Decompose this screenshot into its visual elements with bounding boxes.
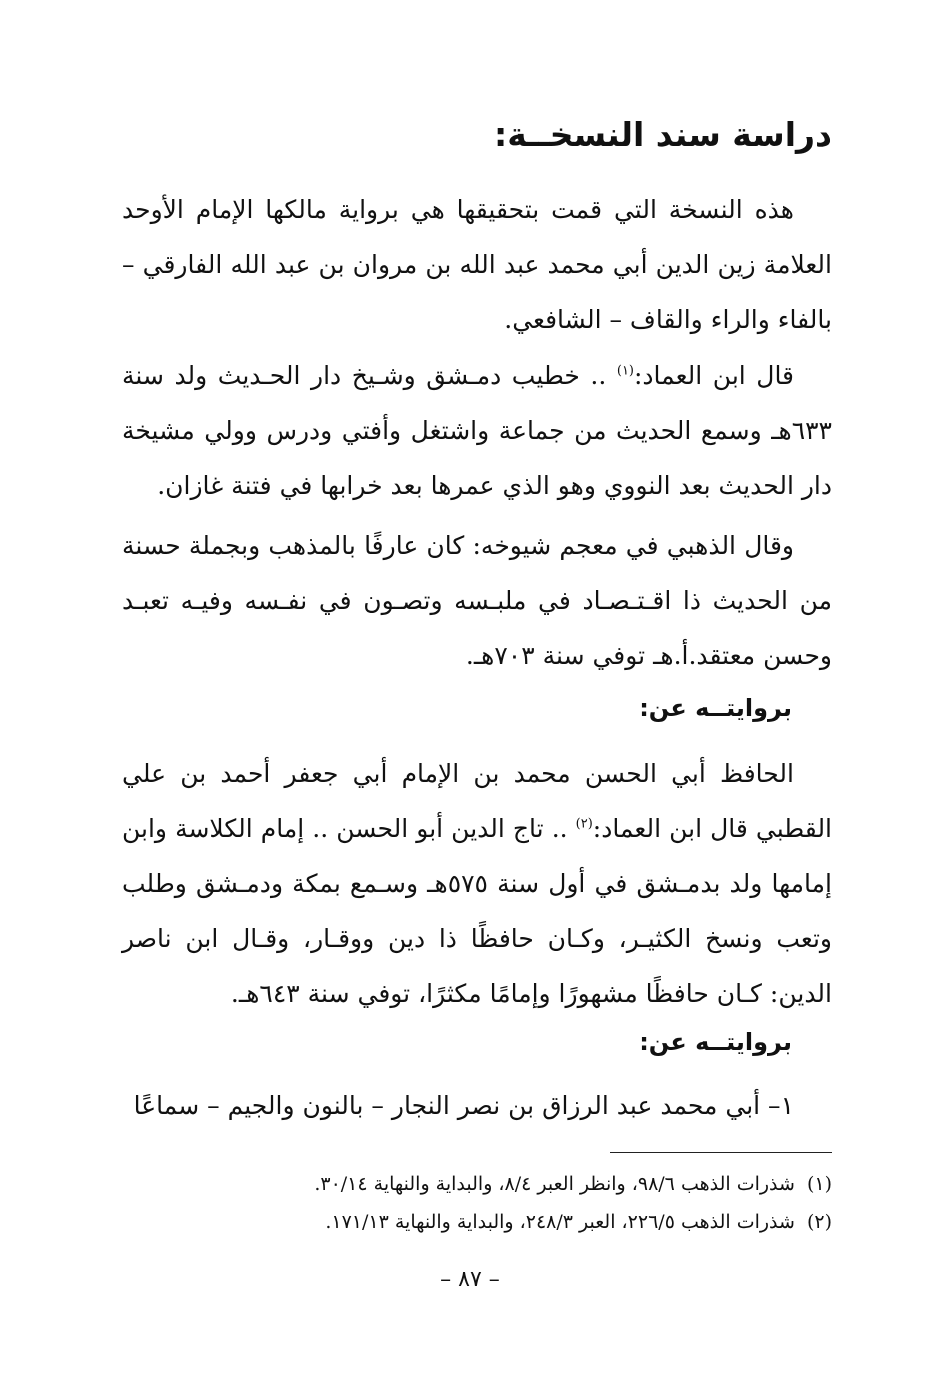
paragraph-text: ١– أبي محمد عبد الرزاق بن نصر النجار – بالنون والجيم – سماعًا — [133, 1091, 794, 1120]
footnote-2 — [122, 1203, 832, 1241]
paragraph-manuscript-owner — [122, 182, 832, 347]
page-number: – ٨٧ – — [440, 1267, 500, 1292]
paragraph-text: قال ابن العماد: — [592, 814, 748, 843]
footnote-ref-2[interactable]: (٢) — [575, 816, 593, 832]
footnote-ref-1[interactable]: (١) — [616, 363, 634, 379]
footnote-divider — [610, 1152, 832, 1153]
footnote-number: (١) — [806, 1173, 832, 1195]
paragraph-text: .. تاج الدين أبو الحسن .. إمام الكلاسة وابن إمامها ولد بدمـشق في أول سنة ٥٧٥هـ وسـمع بمكة ودمـشق وطلب وتعب ونسخ الكثيـر، وكـان حافظًا ذا دين ووقـار، وقـال ابن ناصر الدين: كـان حافظًا مشهورًا وإمامًا مكثرًا، توفي سنة ٦٤٣هـ. — [122, 814, 833, 1008]
paragraph-ibn-al-imad-1 — [122, 348, 832, 513]
paragraph-text: الحافظ أبي الحسن محمد بن الإمام أبي جعفر أحمد بن علي القطبي — [122, 759, 833, 843]
footnote-text: شذرات الذهب ٢٢٦/٥، العبر ٢٤٨/٣، والبداية والنهاية ١٧١/١٣. — [325, 1211, 795, 1233]
footnote-1 — [122, 1165, 832, 1203]
paragraph-text: .. خطيب دمـشق وشـيخ دار الحـديث ولد سنة ٦٣٣هـ وسمع الحديث من جماعة واشتغل وأفتي ودرس وولي مشيخة دار الحديث بعد النووي وهو الذي عمرها بعد خرابها في فتنة غازان. — [122, 361, 832, 500]
footnote-number: (٢) — [806, 1211, 832, 1233]
section-heading: دراسة سند النسخــة: — [494, 115, 832, 154]
paragraph-text: وقال الذهبي في معجم شيوخه: كان عارفًا بالمذهب وبجملة حسنة من الحديث ذا اقـتـصـاد في ملبـسه وتصـون في نفـسه وفيـه تعبـد وحسن معتقد.أ.هـ توفي سنة ٧٠٣هـ. — [122, 531, 832, 670]
footnotes — [122, 1165, 832, 1241]
paragraph-text: هذه النسخة التي قمت بتحقيقها هي برواية مالكها الإمام الأوحد العلامة زين الدين أبي محمد عبد الله بن مروان بن عبد الله الفارقي – بالفاء والراء والقاف – الشافعي. — [122, 195, 832, 334]
paragraph-text: قال ابن العماد: — [634, 361, 795, 390]
paragraph-dhahabi — [122, 518, 832, 683]
footnote-text: شذرات الذهب ٩٨/٦، وانظر العبر ٨/٤، والبداية والنهاية ٣٠/١٤. — [314, 1173, 795, 1195]
subheading-narration-1: بروايتــه عن: — [639, 694, 792, 722]
paragraph-hafiz-qutbi — [122, 746, 832, 1021]
subheading-narration-2: بروايتــه عن: — [639, 1028, 792, 1056]
paragraph-list-item-1 — [122, 1078, 832, 1133]
